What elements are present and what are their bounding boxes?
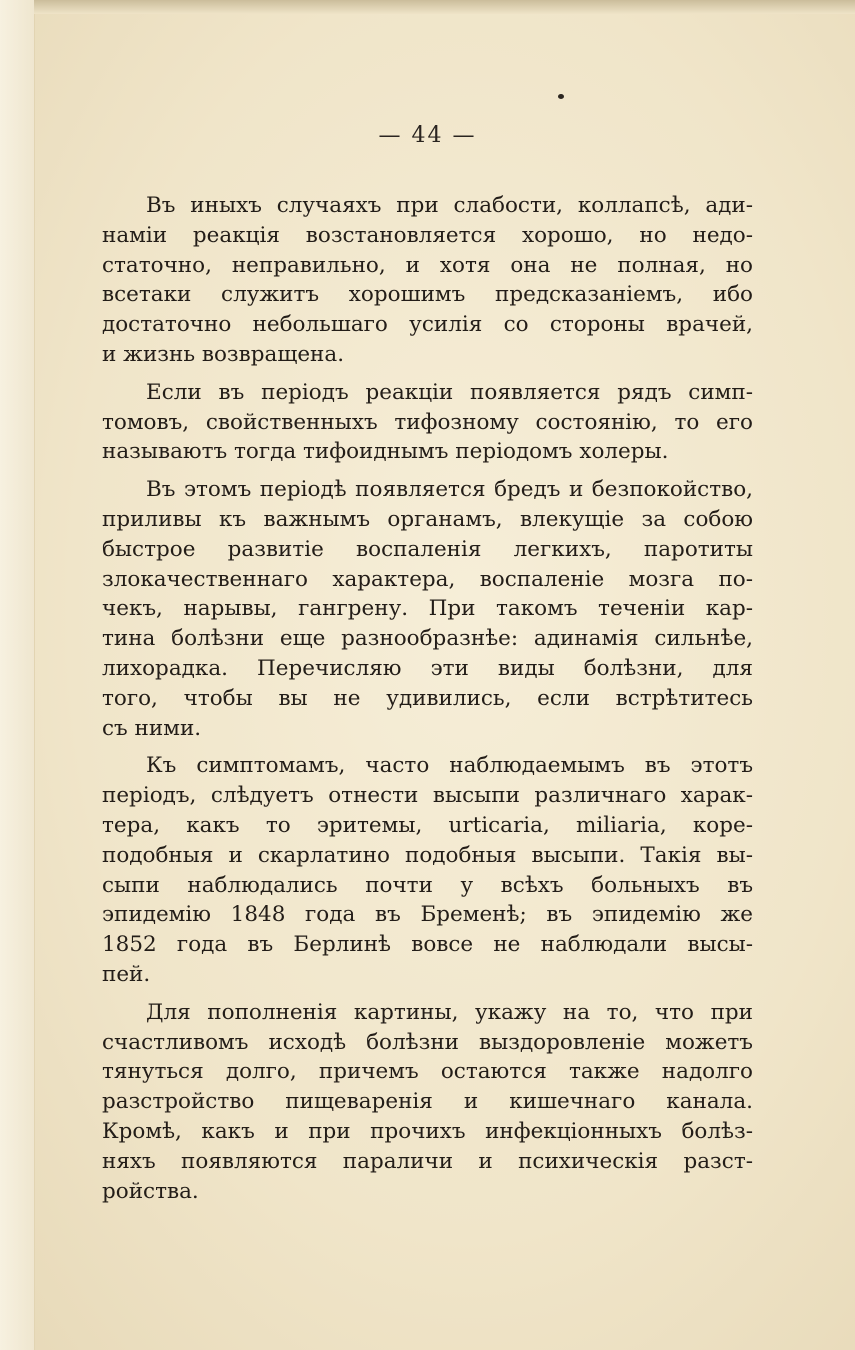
paragraph [102, 751, 753, 989]
text-line: счастливомъ исходѣ болѣзни выздоровленіе можетъ [102, 1029, 753, 1055]
text-line: съ ними. [102, 715, 202, 741]
text-line: Кромѣ, какъ и при прочихъ инфекціонныхъ болѣз- [102, 1118, 753, 1144]
text-line: эпидемію 1848 года въ Бременѣ; въ эпидемію же [102, 902, 753, 928]
text-line: достаточно небольшаго усилія со стороны врачей, [102, 312, 753, 338]
ink-speck [558, 94, 564, 99]
text-line: всетаки служитъ хорошимъ предсказаніемъ, ибо [102, 282, 753, 308]
paragraph [102, 998, 753, 1207]
text-line: приливы къ важнымъ органамъ, влекущіе за собою [102, 506, 753, 532]
text-line: наміи реакція возстановляется хорошо, но недо- [102, 222, 753, 248]
paragraph-gap [102, 743, 753, 751]
text-line: Для пополненія картины, укажу на то, что при [146, 999, 753, 1025]
text-line: ройства. [102, 1178, 199, 1204]
text-line: лихорадка. Перечисляю эти виды болѣзни, для [102, 655, 753, 681]
page-left-margin [0, 0, 35, 1350]
text-line: быстрое развитіе воспаленія легкихъ, паротиты [102, 536, 753, 562]
text-line: и жизнь возвращена. [102, 341, 345, 367]
paragraph-gap [102, 990, 753, 998]
text-line: пей. [102, 961, 151, 987]
text-line: тера, какъ то эритемы, urticaria, miliaria, коре- [102, 812, 753, 838]
text-line: сыпи наблюдались почти у всѣхъ больныхъ въ [102, 872, 753, 898]
paragraph [102, 475, 753, 743]
text-line: статочно, неправильно, и хотя она не полная, но [102, 252, 753, 278]
text-line: няхъ появляются параличи и психическія разст- [102, 1148, 753, 1174]
page-top-edge [34, 0, 855, 14]
text-line: періодъ, слѣдуетъ отнести высыпи различнаго харак- [102, 783, 753, 809]
text-line: злокачественнаго характера, воспаленіе мозга по- [102, 566, 753, 592]
text-line: того, чтобы вы не удивились, если встрѣтитесь [102, 685, 753, 711]
body-text [102, 191, 753, 1206]
paragraph-gap [102, 370, 753, 378]
text-line: чекъ, нарывы, гангрену. При такомъ теченіи кар- [102, 596, 753, 622]
text-line: Въ этомъ періодѣ появляется бредъ и безпокойство, [146, 477, 753, 503]
text-line: томовъ, свойственныхъ тифозному состоянію, то его [102, 409, 753, 435]
paragraph-gap [102, 467, 753, 475]
text-line: тина болѣзни еще разнообразнѣе: адинамія сильнѣе, [102, 626, 753, 652]
text-line: разстройство пищеваренія и кишечнаго канала. [102, 1089, 753, 1115]
text-line: тянуться долго, причемъ остаются также надолго [102, 1059, 753, 1085]
paragraph [102, 378, 753, 467]
text-line: Въ иныхъ случаяхъ при слабости, коллапсѣ, ади- [146, 193, 753, 218]
text-line: 1852 года въ Берлинѣ вовсе не наблюдали высы- [102, 932, 753, 958]
text-line: называютъ тогда тифоиднымъ періодомъ холеры. [102, 439, 669, 465]
text-line: подобныя и скарлатино подобныя высыпи. Такія вы- [102, 842, 753, 868]
text-line: Къ симптомамъ, часто наблюдаемымъ въ этотъ [146, 753, 753, 779]
paragraph [102, 191, 753, 370]
text-line: Если въ періодъ реакціи появляется рядъ симп- [146, 379, 753, 405]
page-number: — 44 — [378, 123, 477, 148]
